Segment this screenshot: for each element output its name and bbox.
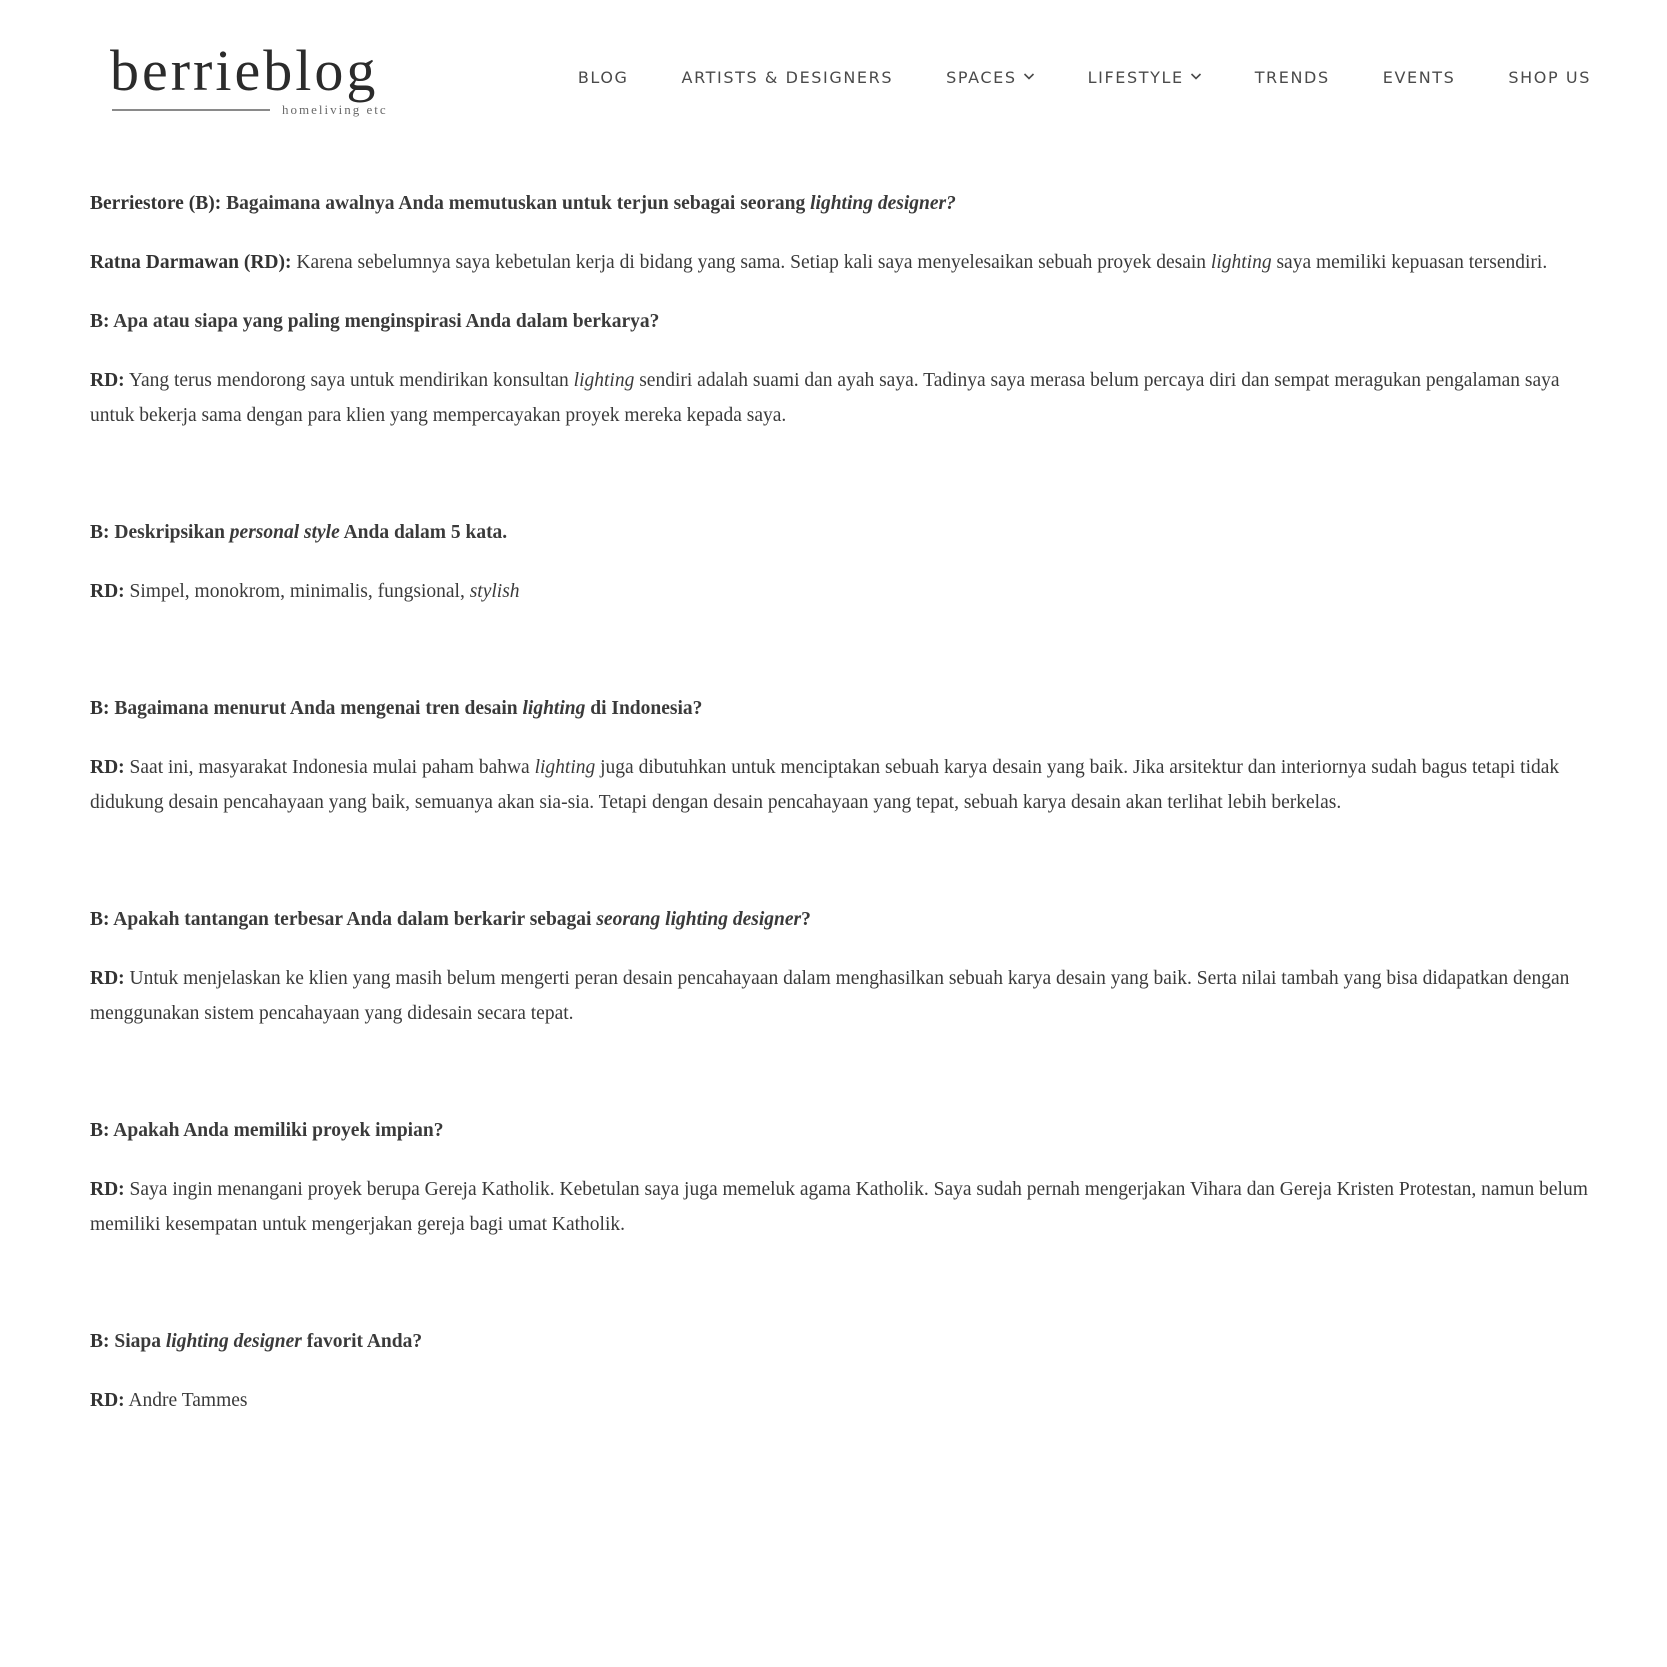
body-text: Bagaimana menurut Anda mengenai tren desain [109, 698, 523, 719]
nav-item-events[interactable] [1383, 62, 1456, 94]
speaker-label: B: [90, 1331, 110, 1352]
interview-answer [90, 961, 1590, 1031]
speaker-label: RD: [90, 581, 125, 602]
nav-item-blog[interactable] [578, 62, 629, 94]
nav-item-label: SHOP US [1508, 68, 1591, 87]
emphasis-text: lighting [573, 370, 635, 391]
nav-item-lifestyle[interactable] [1088, 62, 1202, 94]
speaker-label: RD: [90, 968, 125, 989]
body-text: Anda dalam 5 kata. [339, 522, 508, 543]
emphasis-text: personal style [229, 522, 340, 543]
speaker-label: B: [90, 1120, 110, 1141]
emphasis-text: lighting [522, 698, 586, 719]
body-text: saya memiliki kepuasan tersendiri. [1271, 252, 1548, 273]
speaker-label: RD: [90, 370, 125, 391]
body-text: Apakah tantangan terbesar Anda dalam berkarir sebagai [109, 909, 597, 930]
logo-tagline: homeliving etc [282, 102, 388, 117]
speaker-label: B: [90, 909, 110, 930]
body-text: favorit Anda? [301, 1331, 423, 1352]
interview-question [90, 1113, 1590, 1148]
interview-article [90, 186, 1590, 1418]
site-header [0, 0, 1667, 140]
speaker-label: B: [90, 311, 110, 332]
speaker-label: B: [90, 698, 110, 719]
interview-answer [90, 245, 1590, 280]
nav-item-label: BLOG [577, 68, 629, 87]
main-nav [578, 62, 1591, 94]
site-logo[interactable] [110, 36, 400, 126]
emphasis-text: lighting designer? [810, 193, 956, 214]
body-text: Andre Tammes [124, 1390, 248, 1411]
speaker-label: Ratna Darmawan (RD): [90, 252, 292, 273]
interview-answer [90, 1383, 1590, 1418]
body-text: Saat ini, masyarakat Indonesia mulai paham bahwa [124, 757, 535, 778]
interview-question [90, 186, 1590, 221]
interview-answer [90, 363, 1590, 433]
body-text: Siapa [109, 1331, 166, 1352]
body-text: Simpel, monokrom, minimalis, fungsional, [124, 581, 470, 602]
nav-item-label: LIFESTYLE [1087, 68, 1184, 87]
logo-wordmark: berrieblog [110, 38, 379, 103]
interview-question [90, 304, 1590, 339]
body-text: Deskripsikan [109, 522, 230, 543]
speaker-label: B: [90, 522, 110, 543]
logo-rule [112, 109, 270, 111]
speaker-label: RD: [90, 1179, 125, 1200]
nav-item-label: EVENTS [1382, 68, 1456, 87]
interview-question [90, 1324, 1590, 1359]
nav-item-label: TRENDS [1254, 68, 1330, 87]
body-text: Bagaimana awalnya Anda memutuskan untuk terjun sebagai seorang [221, 193, 811, 214]
nav-item-shop-us[interactable] [1508, 62, 1591, 94]
body-text: Apa atau siapa yang paling menginspirasi Anda dalam berkarya? [109, 311, 660, 332]
nav-item-label: ARTISTS & DESIGNERS [681, 68, 894, 87]
body-text: Saya ingin menangani proyek berupa Gereja Katholik. Kebetulan saya juga memeluk agama Katholik. Saya sudah pernah mengerjakan Vihara dan Gereja Kristen Protestan, namun belum memiliki kesempatan untuk mengerjakan gereja bagi umat Katholik. [90, 1179, 1588, 1235]
emphasis-text: stylish [469, 581, 520, 602]
interview-question [90, 515, 1590, 550]
nav-item-trends[interactable] [1255, 62, 1330, 94]
body-text: ? [801, 909, 811, 930]
interview-question [90, 902, 1590, 937]
nav-item-spaces[interactable] [946, 62, 1034, 94]
speaker-label: RD: [90, 1390, 125, 1411]
interview-answer [90, 574, 1590, 609]
chevron-down-icon [1190, 70, 1202, 82]
emphasis-text: lighting [534, 757, 596, 778]
body-text: Apakah Anda memiliki proyek impian? [109, 1120, 444, 1141]
emphasis-text: seorang lighting designer [596, 909, 802, 930]
body-text: juga dibutuhkan untuk menciptakan sebuah karya desain yang baik. Jika arsitektur dan interiornya sudah bagus tetapi tidak didukung desain pencahayaan yang baik, semuanya akan sia-sia. Tetapi dengan desain pencahayaan yang tepat, sebuah karya desain akan terlihat lebih berkelas. [90, 757, 1560, 813]
chevron-down-icon [1023, 70, 1035, 82]
speaker-label: Berriestore (B): [90, 193, 222, 214]
interview-answer [90, 750, 1590, 820]
emphasis-text: lighting [1210, 252, 1272, 273]
body-text: di Indonesia? [585, 698, 703, 719]
body-text: sendiri adalah suami dan ayah saya. Tadinya saya merasa belum percaya diri dan sempat meragukan pengalaman saya untuk bekerja sama dengan para klien yang mempercayakan proyek mereka kepada saya. [90, 370, 1560, 426]
body-text: Yang terus mendorong saya untuk mendirikan konsultan [124, 370, 574, 391]
nav-item-label: SPACES [946, 68, 1017, 87]
emphasis-text: lighting designer [165, 1331, 302, 1352]
interview-answer [90, 1172, 1590, 1242]
speaker-label: RD: [90, 757, 125, 778]
body-text: Untuk menjelaskan ke klien yang masih belum mengerti peran desain pencahayaan dalam menghasilkan sebuah karya desain yang baik. Serta nilai tambah yang bisa didapatkan dengan menggunakan sistem pencahayaan yang didesain secara tepat. [90, 968, 1570, 1024]
nav-item-artists-and-designers[interactable] [682, 62, 894, 94]
body-text: Karena sebelumnya saya kebetulan kerja di bidang yang sama. Setiap kali saya menyelesaikan sebuah proyek desain [291, 252, 1211, 273]
interview-question [90, 691, 1590, 726]
